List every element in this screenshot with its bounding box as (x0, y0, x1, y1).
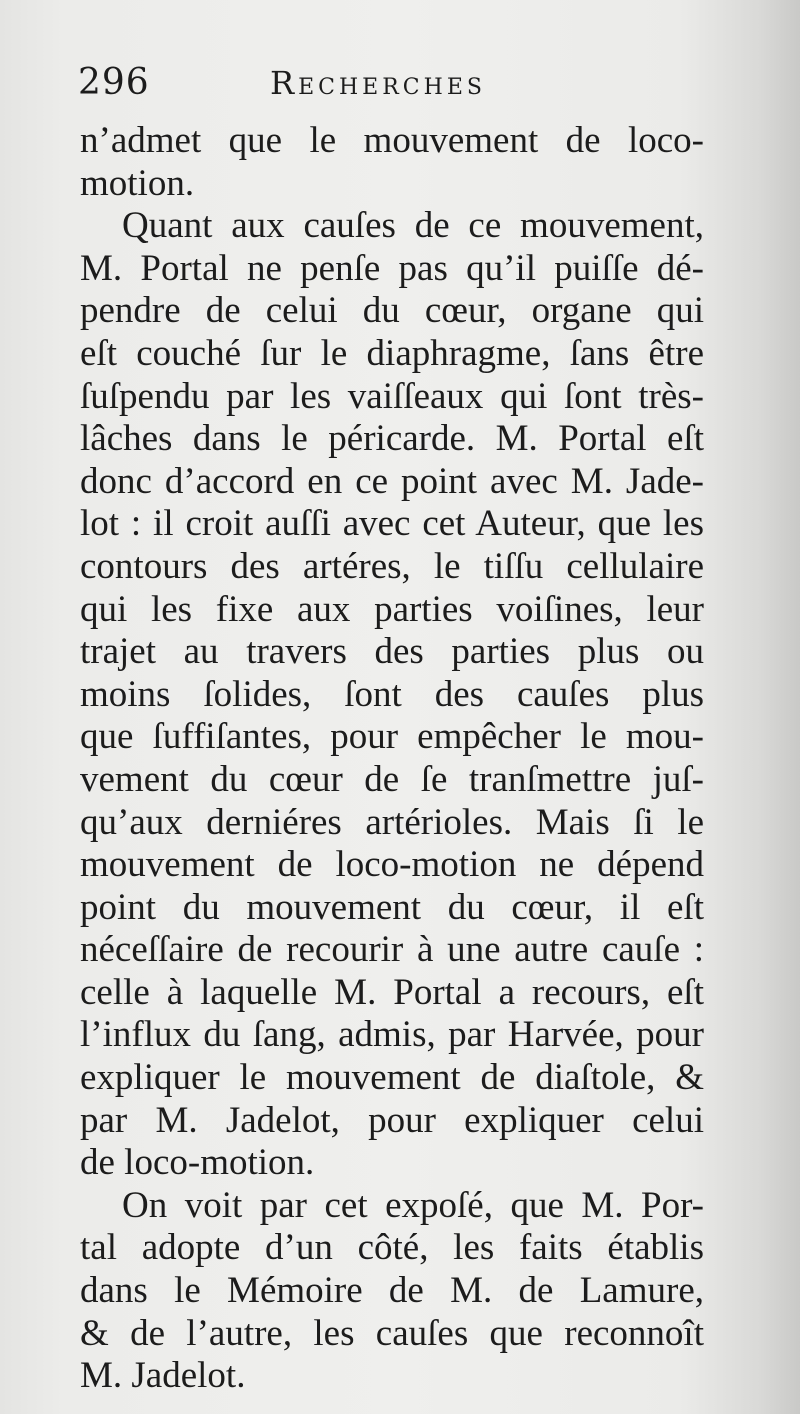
text-line: par M. Jadelot, pour expliquer celui (80, 1099, 704, 1141)
text-line: lâches dans le péricarde. M. Portal eſt (80, 418, 704, 460)
text-line: eſt couché ſur le diaphragme, ſans être (80, 332, 704, 374)
text-line: motion. (80, 162, 195, 204)
text-line: l’influx du ſang, admis, par Harvée, pour (80, 1014, 704, 1056)
text-line: expliquer le mouvement de diaſtole, & (80, 1057, 704, 1099)
text-line: M. Jadelot. (80, 1355, 246, 1397)
body-text (80, 120, 704, 1398)
text-line: de loco-motion. (80, 1142, 315, 1184)
text-line: On voit par cet expoſé, que M. Por- (122, 1184, 704, 1226)
text-line: dans le Mémoire de M. de Lamure, (80, 1270, 704, 1312)
text-line: pendre de celui du cœur, organe qui (80, 290, 704, 332)
text-line: moins ſolides, ſont des cauſes plus (80, 673, 704, 715)
text-line: M. Portal ne penſe pas qu’il puiſſe dé- (80, 247, 704, 289)
text-line: néceſſaire de recourir à une autre cauſe : (80, 929, 704, 971)
text-line: n’admet que le mouvement de loco- (80, 120, 704, 161)
text-line: qui les fixe aux parties voiſines, leur (80, 588, 704, 630)
text-line: donc d’accord en ce point avec M. Jade- (80, 460, 704, 502)
text-line: trajet au travers des parties plus ou (80, 631, 704, 673)
text-line: celle à laquelle M. Portal a recours, eſt (80, 971, 704, 1013)
text-line: Quant aux cauſes de ce mouvement, (122, 205, 704, 247)
text-line: qu’aux derniéres artérioles. Mais ſi le (80, 801, 704, 843)
text-line: lot : il croit auſſi avec cet Auteur, que les (80, 503, 704, 545)
text-line: point du mouvement du cœur, il eſt (80, 886, 704, 928)
page-number: 296 (78, 62, 150, 103)
text-line: que ſuffiſantes, pour empêcher le mou- (80, 716, 704, 758)
text-line: mouvement de loco-motion ne dépend (80, 844, 704, 886)
text-line: & de l’autre, les cauſes que reconnoît (80, 1312, 704, 1354)
text-line: contours des artéres, le tiſſu cellulaire (80, 545, 704, 587)
text-line: vement du cœur de ſe tranſmettre juſ- (80, 758, 704, 800)
text-line: ſuſpendu par les vaiſſeaux qui ſont très- (80, 375, 704, 417)
text-line: tal adopte d’un côté, les faits établis (80, 1227, 704, 1269)
page-header (78, 62, 548, 112)
running-head: Recherches (270, 64, 486, 102)
